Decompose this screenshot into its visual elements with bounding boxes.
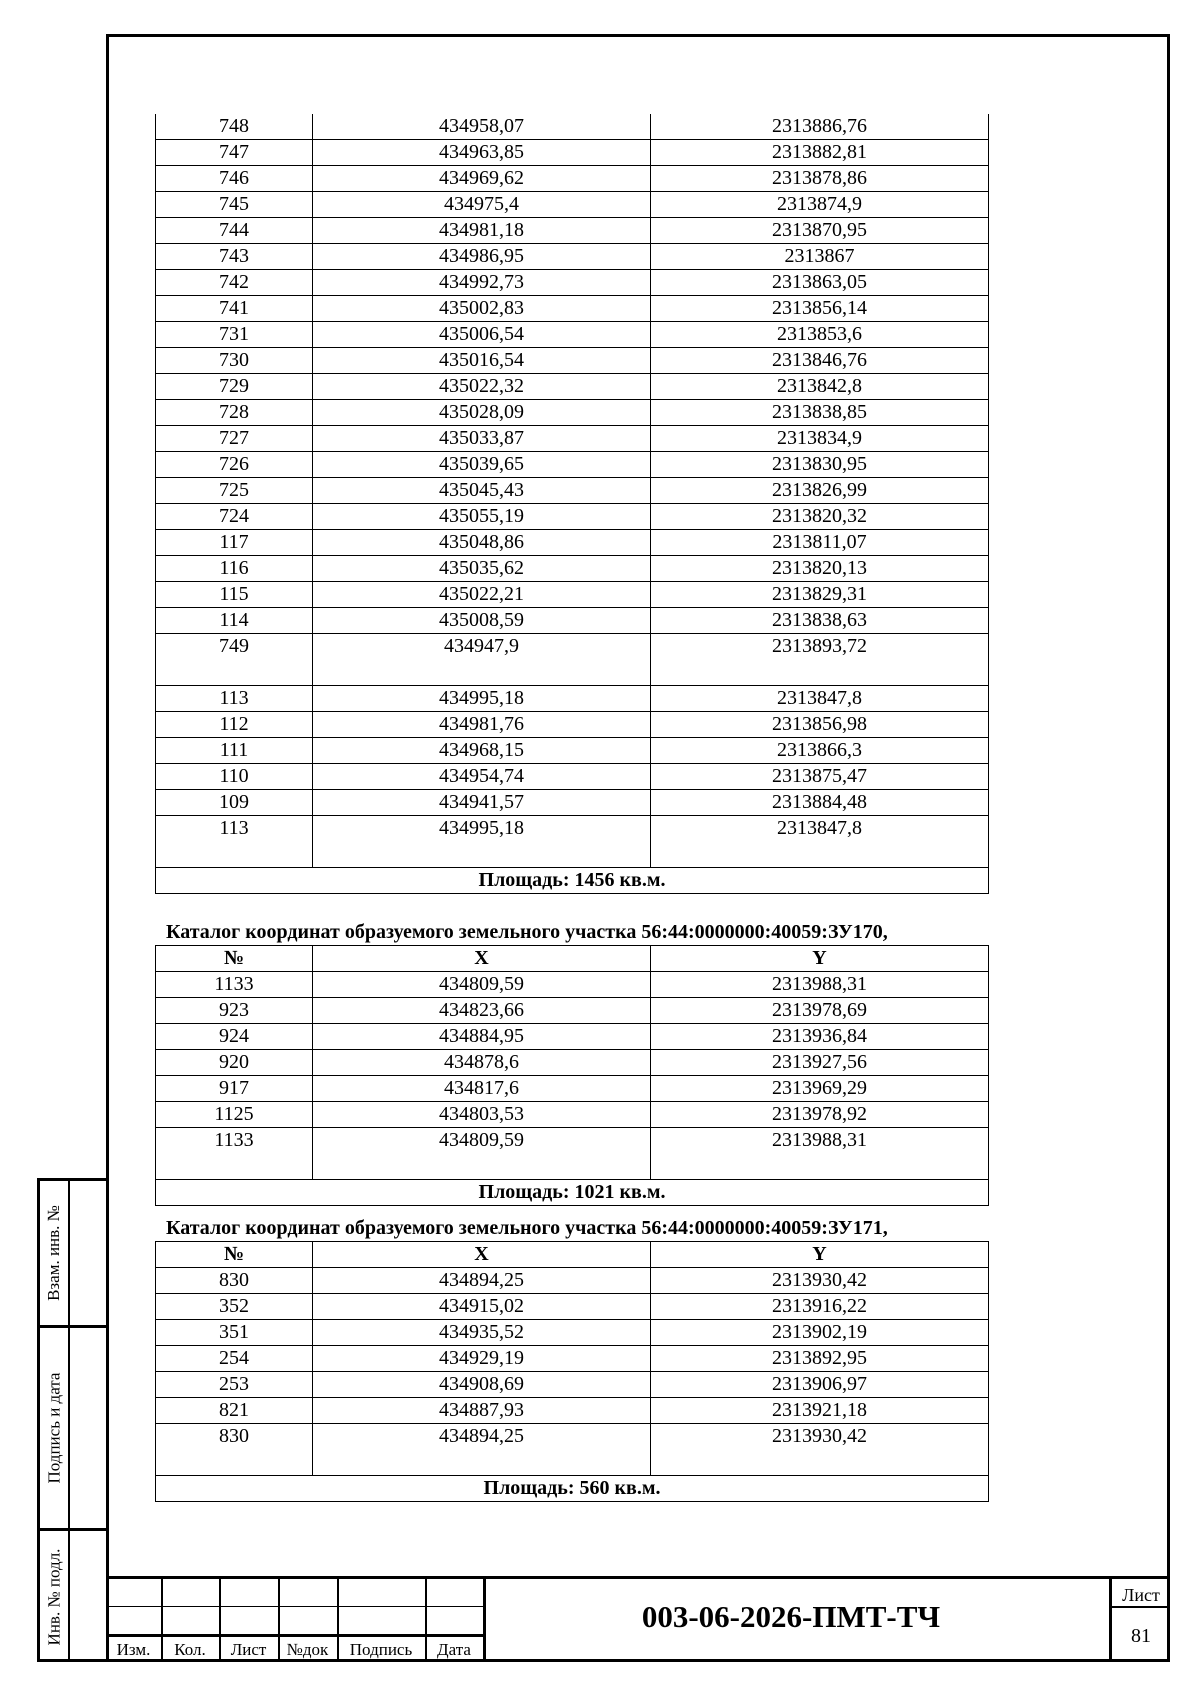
coord-x-cell: 434992,73 — [313, 270, 651, 296]
table-row — [156, 478, 989, 504]
table-row — [156, 244, 989, 270]
area-row — [156, 1476, 989, 1502]
table-row — [156, 764, 989, 790]
coord-x-cell: 434941,57 — [313, 790, 651, 816]
coord-y-cell: 2313847,8 — [651, 816, 989, 868]
table-row — [156, 374, 989, 400]
point-number-cell: 352 — [156, 1294, 313, 1320]
area-row — [156, 1180, 989, 1206]
header-number: № — [156, 946, 313, 972]
point-number-cell: 747 — [156, 140, 313, 166]
side-cell-vzam — [40, 1181, 68, 1325]
point-number-cell: 113 — [156, 816, 313, 868]
coord-x-cell: 434995,18 — [313, 816, 651, 868]
point-number-cell: 112 — [156, 712, 313, 738]
coordinates-table-continuation — [155, 114, 989, 894]
area-total: Площадь: 1456 кв.м. — [156, 868, 989, 894]
table-row — [156, 582, 989, 608]
point-number-cell: 254 — [156, 1346, 313, 1372]
coord-x-cell: 434878,6 — [313, 1050, 651, 1076]
coord-y-cell: 2313921,18 — [651, 1398, 989, 1424]
coord-y-cell: 2313856,98 — [651, 712, 989, 738]
point-number-cell: 731 — [156, 322, 313, 348]
coord-y-cell: 2313892,95 — [651, 1346, 989, 1372]
coord-x-cell: 435006,54 — [313, 322, 651, 348]
coord-x-cell: 434986,95 — [313, 244, 651, 270]
point-number-cell: 110 — [156, 764, 313, 790]
table-row — [156, 296, 989, 322]
coord-x-cell: 435048,86 — [313, 530, 651, 556]
catalog-title-zu171: Каталог координат образуемого земельного участка 56:44:0000000:40059:ЗУ171, — [166, 1217, 888, 1239]
side-label-inv: Инв. № подл. — [44, 1548, 63, 1645]
point-number-cell: 1125 — [156, 1102, 313, 1128]
label-izm: Изм. — [116, 1640, 151, 1659]
point-number-cell: 744 — [156, 218, 313, 244]
side-label-podpis: Подпись и дата — [44, 1372, 63, 1484]
coord-y-cell: 2313988,31 — [651, 1128, 989, 1180]
table-row — [156, 322, 989, 348]
coord-x-cell: 435039,65 — [313, 452, 651, 478]
table-row — [156, 504, 989, 530]
coord-x-cell: 435045,43 — [313, 478, 651, 504]
label-ndok: №док — [286, 1640, 329, 1659]
coord-x-cell: 434968,15 — [313, 738, 651, 764]
point-number-cell: 109 — [156, 790, 313, 816]
catalog-title-zu170: Каталог координат образуемого земельного участка 56:44:0000000:40059:ЗУ170, — [166, 921, 888, 943]
table-row — [156, 530, 989, 556]
table-row — [156, 972, 989, 998]
side-label-vzam: Взам. инв. № — [44, 1205, 63, 1301]
point-number-cell: 728 — [156, 400, 313, 426]
coord-x-cell: 434817,6 — [313, 1076, 651, 1102]
coord-x-cell: 434963,85 — [313, 140, 651, 166]
coord-y-cell: 2313875,47 — [651, 764, 989, 790]
side-approval-strip — [37, 1178, 107, 1662]
header-x: X — [313, 946, 651, 972]
point-number-cell: 830 — [156, 1268, 313, 1294]
point-number-cell: 920 — [156, 1050, 313, 1076]
point-number-cell: 729 — [156, 374, 313, 400]
table-row — [156, 218, 989, 244]
side-cell-inv — [40, 1531, 68, 1662]
table-row — [156, 1294, 989, 1320]
coord-x-cell: 435022,32 — [313, 374, 651, 400]
coord-x-cell: 435022,21 — [313, 582, 651, 608]
coord-y-cell: 2313978,92 — [651, 1102, 989, 1128]
coord-y-cell: 2313882,81 — [651, 140, 989, 166]
coord-x-cell: 434803,53 — [313, 1102, 651, 1128]
table-row — [156, 790, 989, 816]
coord-x-cell: 435002,83 — [313, 296, 651, 322]
point-number-cell: 726 — [156, 452, 313, 478]
coord-x-cell: 434884,95 — [313, 1024, 651, 1050]
point-number-cell: 113 — [156, 686, 313, 712]
table-row — [156, 634, 989, 686]
sheet-number: 81 — [1131, 1625, 1151, 1647]
coord-x-cell: 434981,18 — [313, 218, 651, 244]
table-row — [156, 1102, 989, 1128]
label-data: Дата — [437, 1640, 471, 1659]
coord-y-cell: 2313846,76 — [651, 348, 989, 374]
coord-x-cell: 434894,25 — [313, 1424, 651, 1476]
point-number-cell: 1133 — [156, 972, 313, 998]
coord-x-cell: 434887,93 — [313, 1398, 651, 1424]
coord-y-cell: 2313927,56 — [651, 1050, 989, 1076]
table-row — [156, 400, 989, 426]
coord-x-cell: 434954,74 — [313, 764, 651, 790]
coord-y-cell: 2313866,3 — [651, 738, 989, 764]
coord-x-cell: 435016,54 — [313, 348, 651, 374]
coord-x-cell: 435028,09 — [313, 400, 651, 426]
point-number-cell: 917 — [156, 1076, 313, 1102]
table-row — [156, 452, 989, 478]
coord-y-cell: 2313834,9 — [651, 426, 989, 452]
coord-y-cell: 2313978,69 — [651, 998, 989, 1024]
table-row — [156, 816, 989, 868]
coord-y-cell: 2313847,8 — [651, 686, 989, 712]
point-number-cell: 743 — [156, 244, 313, 270]
point-number-cell: 253 — [156, 1372, 313, 1398]
coord-y-cell: 2313820,32 — [651, 504, 989, 530]
point-number-cell: 351 — [156, 1320, 313, 1346]
coord-x-cell: 434947,9 — [313, 634, 651, 686]
coord-y-cell: 2313916,22 — [651, 1294, 989, 1320]
table-row — [156, 1424, 989, 1476]
table-row — [156, 166, 989, 192]
coord-y-cell: 2313870,95 — [651, 218, 989, 244]
coord-y-cell: 2313853,6 — [651, 322, 989, 348]
coord-x-cell: 434975,4 — [313, 192, 651, 218]
coord-y-cell: 2313874,9 — [651, 192, 989, 218]
coord-x-cell: 434809,59 — [313, 972, 651, 998]
point-number-cell: 114 — [156, 608, 313, 634]
coord-y-cell: 2313863,05 — [651, 270, 989, 296]
table-row — [156, 114, 989, 140]
coord-y-cell: 2313826,99 — [651, 478, 989, 504]
point-number-cell: 748 — [156, 114, 313, 140]
document-code: 003-06-2026-ПМТ-ТЧ — [641, 1599, 941, 1634]
coord-x-cell: 434929,19 — [313, 1346, 651, 1372]
coord-y-cell: 2313886,76 — [651, 114, 989, 140]
coord-y-cell: 2313988,31 — [651, 972, 989, 998]
point-number-cell: 727 — [156, 426, 313, 452]
point-number-cell: 830 — [156, 1424, 313, 1476]
coord-x-cell: 434823,66 — [313, 998, 651, 1024]
coord-y-cell: 2313936,84 — [651, 1024, 989, 1050]
side-cell-podpis — [40, 1328, 68, 1528]
point-number-cell: 111 — [156, 738, 313, 764]
table-row — [156, 1076, 989, 1102]
coord-y-cell: 2313878,86 — [651, 166, 989, 192]
coord-y-cell: 2313893,72 — [651, 634, 989, 686]
table-row — [156, 738, 989, 764]
coord-y-cell: 2313820,13 — [651, 556, 989, 582]
coord-y-cell: 2313830,95 — [651, 452, 989, 478]
coord-y-cell: 2313930,42 — [651, 1268, 989, 1294]
coordinates-table-zu171 — [155, 1241, 989, 1502]
coord-y-cell: 2313969,29 — [651, 1076, 989, 1102]
point-number-cell: 742 — [156, 270, 313, 296]
area-total: Площадь: 560 кв.м. — [156, 1476, 989, 1502]
header-number: № — [156, 1242, 313, 1268]
coord-x-cell: 434958,07 — [313, 114, 651, 140]
coord-x-cell: 434908,69 — [313, 1372, 651, 1398]
header-y: Y — [651, 1242, 989, 1268]
table-row — [156, 608, 989, 634]
point-number-cell: 725 — [156, 478, 313, 504]
point-number-cell: 923 — [156, 998, 313, 1024]
coord-x-cell: 434995,18 — [313, 686, 651, 712]
coord-x-cell: 434809,59 — [313, 1128, 651, 1180]
table-row — [156, 556, 989, 582]
table-row — [156, 1024, 989, 1050]
table-row — [156, 140, 989, 166]
header-y: Y — [651, 946, 989, 972]
coord-x-cell: 435008,59 — [313, 608, 651, 634]
coord-y-cell: 2313838,63 — [651, 608, 989, 634]
table-row — [156, 348, 989, 374]
table-row — [156, 192, 989, 218]
table-row — [156, 1128, 989, 1180]
table-row — [156, 1320, 989, 1346]
coord-x-cell: 435033,87 — [313, 426, 651, 452]
table-row — [156, 686, 989, 712]
header-x: X — [313, 1242, 651, 1268]
point-number-cell: 117 — [156, 530, 313, 556]
point-number-cell: 730 — [156, 348, 313, 374]
table-row — [156, 998, 989, 1024]
table-row — [156, 426, 989, 452]
coord-x-cell: 434915,02 — [313, 1294, 651, 1320]
table-row — [156, 1346, 989, 1372]
table-row — [156, 270, 989, 296]
coord-y-cell: 2313856,14 — [651, 296, 989, 322]
coord-y-cell: 2313884,48 — [651, 790, 989, 816]
point-number-cell: 116 — [156, 556, 313, 582]
label-kol: Кол. — [174, 1640, 206, 1659]
point-number-cell: 115 — [156, 582, 313, 608]
table-row — [156, 712, 989, 738]
point-number-cell: 821 — [156, 1398, 313, 1424]
sheet-label: Лист — [1122, 1585, 1160, 1605]
label-list: Лист — [230, 1640, 267, 1659]
coordinates-table-zu170 — [155, 945, 989, 1206]
coord-x-cell: 435035,62 — [313, 556, 651, 582]
coord-y-cell: 2313906,97 — [651, 1372, 989, 1398]
point-number-cell: 749 — [156, 634, 313, 686]
coord-y-cell: 2313867 — [651, 244, 989, 270]
point-number-cell: 741 — [156, 296, 313, 322]
coord-x-cell: 434894,25 — [313, 1268, 651, 1294]
label-podpis: Подпись — [349, 1640, 413, 1659]
point-number-cell: 745 — [156, 192, 313, 218]
table-row — [156, 1398, 989, 1424]
coord-y-cell: 2313838,85 — [651, 400, 989, 426]
coord-x-cell: 434935,52 — [313, 1320, 651, 1346]
point-number-cell: 924 — [156, 1024, 313, 1050]
table-row — [156, 1050, 989, 1076]
coord-x-cell: 434969,62 — [313, 166, 651, 192]
coord-y-cell: 2313930,42 — [651, 1424, 989, 1476]
title-block — [106, 1576, 1170, 1662]
area-total: Площадь: 1021 кв.м. — [156, 1180, 989, 1206]
point-number-cell: 746 — [156, 166, 313, 192]
coord-y-cell: 2313842,8 — [651, 374, 989, 400]
coord-y-cell: 2313811,07 — [651, 530, 989, 556]
point-number-cell: 1133 — [156, 1128, 313, 1180]
point-number-cell: 724 — [156, 504, 313, 530]
coord-y-cell: 2313902,19 — [651, 1320, 989, 1346]
table-row — [156, 1372, 989, 1398]
coord-x-cell: 435055,19 — [313, 504, 651, 530]
coord-x-cell: 434981,76 — [313, 712, 651, 738]
table-row — [156, 1268, 989, 1294]
area-row — [156, 868, 989, 894]
coord-y-cell: 2313829,31 — [651, 582, 989, 608]
